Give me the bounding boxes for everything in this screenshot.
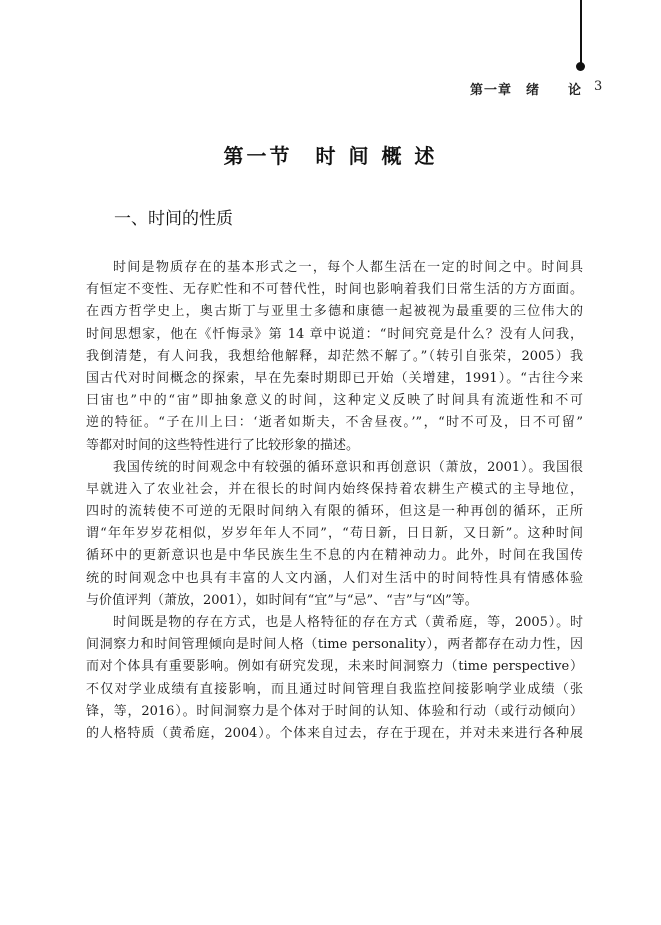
text-line: 循环中的更新意识也是中华民族生生不息的内在精神动力。此外，时间在我国传 [86, 548, 583, 564]
text-line: 四时的流转使不可逆的无限时间纳入有限的循环，但这是一种再创的循环，正所 [86, 504, 583, 520]
text-line: 等都对时间的这些特性进行了比较形象的描述。 [86, 437, 360, 453]
running-head: 第一章 绪 论 [470, 83, 583, 98]
text-line: 而对个体具有重要影响。例如有研究发现，未来时间洞察力（time perspective） [86, 659, 583, 675]
paragraph [86, 457, 583, 612]
text-line: 间洞察力和时间管理倾向是时间人格（time personality），两者都存在动力性，因 [86, 637, 583, 653]
text-line: 国古代对时间概念的探索，早在先秦时期即已开始（关增建，1991）。“古往今来 [86, 370, 583, 386]
text-line: 早就进入了农业社会，并在很长的时间内始终保持着农耕生产模式的主导地位， [86, 481, 583, 497]
paragraph [86, 612, 583, 745]
text-line: 时间思想家，他在《忏悔录》第 14 章中说道：“时间究竟是什么？没有人问我， [86, 326, 583, 342]
margin-rule-dot [576, 62, 585, 71]
margin-rule [580, 0, 582, 66]
section-title: 第一节 时 间 概 述 [223, 144, 438, 168]
text-line: 谓“年年岁岁花相似，岁岁年年人不同”，“苟日新，日日新，又日新”。这种时间 [86, 526, 583, 542]
text-line: 在西方哲学史上，奥古斯丁与亚里士多德和康德一起被视为最重要的三位伟大的 [86, 304, 583, 320]
text-line: 我倒清楚，有人问我，我想给他解释，却茫然不解了。”（转引自张荣，2005）我 [86, 348, 583, 364]
text-line: 时间既是物的存在方式，也是人格特征的存在方式（黄希庭，等，2005）。时 [113, 615, 583, 630]
text-line: 曰宙也”中的“宙”即抽象意义的时间，这种定义反映了时间具有流逝性和不可 [86, 393, 583, 409]
body-text [86, 257, 583, 745]
text-line: 不仅对学业成绩有直接影响，而且通过时间管理自我监控间接影响学业成绩（张 [86, 681, 583, 697]
text-line: 我国传统的时间观念中有较强的循环意识和再创意识（萧放，2001）。我国很 [113, 459, 583, 475]
paragraph [86, 257, 583, 457]
text-line: 时间是物质存在的基本形式之一，每个人都生活在一定的时间之中。时间具 [113, 260, 583, 275]
subsection-title: 一、时间的性质 [114, 209, 233, 229]
text-line: 锋，等，2016）。时间洞察力是个体对于时间的认知、体验和行动（或行动倾向） [86, 703, 583, 719]
text-line: 与价值评判（萧放，2001），如时间有“宜”与“忌”、“吉”与“凶”等。 [86, 592, 478, 608]
text-line: 统的时间观念中也具有丰富的人文内涵，人们对生活中的时间特性具有情感体验 [86, 570, 583, 586]
text-line: 逆的特征。“子在川上曰：‘逝者如斯夫，不舍昼夜。’”，“时不可及，日不可留” [86, 415, 583, 431]
text-line: 有恒定不变性、无存贮性和不可替代性，时间也影响着我们日常生活的方方面面。 [86, 282, 583, 298]
page-number: 3 [594, 79, 603, 94]
text-line: 的人格特质（黄希庭，2004）。个体来自过去，存在于现在，并对未来进行各种展 [86, 725, 583, 741]
